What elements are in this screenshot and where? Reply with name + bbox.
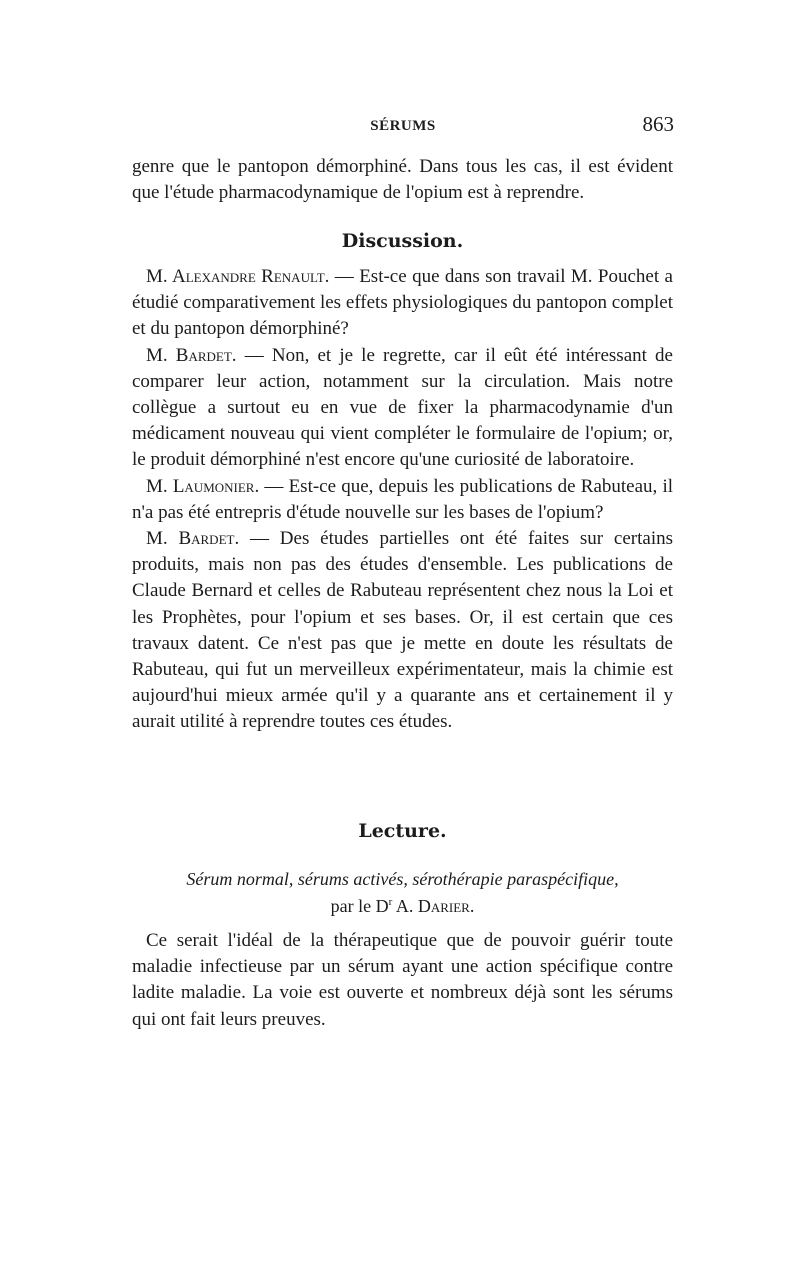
- running-title: SÉRUMS: [370, 118, 436, 134]
- exchange-text: — Non, et je le regrette, car il eût été intéressant de comparer leur action, notamment sur la circulation. Mais notre collègue a surtout eu en vue de fixer la pharmacodynamie d'un médicament nouveau qui vient compléter le formulaire de l'opium; or, le produit démorphiné n'est encore qu'une curiosité de laboratoire.: [132, 344, 673, 471]
- closing-paragraph: Ce serait l'idéal de la thérapeutique que de pouvoir guérir toute maladie infectieuse par un sérum ayant une action spécifique contre ladite maladie. La voie est ouverte et nombreux déjà sont les sérums qui ont fait leurs preuves.: [132, 930, 673, 1030]
- exchange-paragraph: [132, 343, 673, 474]
- speaker-name: M. Bardet.: [146, 344, 237, 366]
- lecture-title-block: [132, 866, 673, 920]
- discussion-block: [132, 264, 673, 736]
- discussion-heading: Discussion.: [341, 230, 464, 252]
- running-head: [132, 112, 674, 142]
- speaker-name: M. Laumonier.: [146, 475, 260, 497]
- exchange-paragraph: [132, 264, 673, 343]
- lecture-title: [132, 866, 673, 893]
- lecture-author-name: A. Darier.: [392, 896, 475, 916]
- intro-paragraph-block: [132, 154, 673, 206]
- lecture-heading: Lecture.: [358, 820, 447, 842]
- lecture-author-prefix: par le D: [330, 896, 389, 916]
- intro-paragraph: genre que le pantopon démorphiné. Dans tous les cas, il est évident que l'étude pharmacodynamique de l'opium est à reprendre.: [132, 156, 673, 204]
- speaker-name: M. Alexandre Renault.: [146, 266, 330, 287]
- exchange-text: — Des études partielles ont été faites sur certains produits, mais non pas des études d'ensemble. Les publications de Claude Bernard et celles de Rabuteau représentent chez nous la Loi et les Prophètes, pour l'opium et ses bases. Or, il est certain que ces travaux datent. Ce n'est pas que je mette en doute les résultats de Rabuteau, qui fut un merveilleux expérimentateur, mais la chimie est aujourd'hui mieux armée qu'il y a quarante ans et certainement il y aurait utilité à reprendre toutes ces études.: [132, 528, 673, 733]
- exchange-paragraph: [132, 526, 673, 736]
- closing-paragraph-block: [132, 928, 673, 1033]
- exchange-paragraph: [132, 474, 673, 526]
- page-number: 863: [642, 112, 674, 136]
- exchange-text: — Est-ce que, depuis les publications de Rabuteau, il n'a pas été entrepris d'étude nouvelle sur les bases de l'opium?: [132, 475, 674, 523]
- lecture-author-sup: r: [388, 896, 393, 908]
- speaker-name: M. Bardet.: [146, 528, 240, 550]
- lecture-title-text: Sérum normal, sérums activés, sérothérapie paraspécifique,: [186, 869, 619, 889]
- lecture-author: [132, 893, 673, 920]
- exchange-text: — Est-ce que dans son travail M. Pouchet a étudié comparativement les effets physiologiques du pantopon complet et du pantopon démorphiné?: [132, 266, 673, 340]
